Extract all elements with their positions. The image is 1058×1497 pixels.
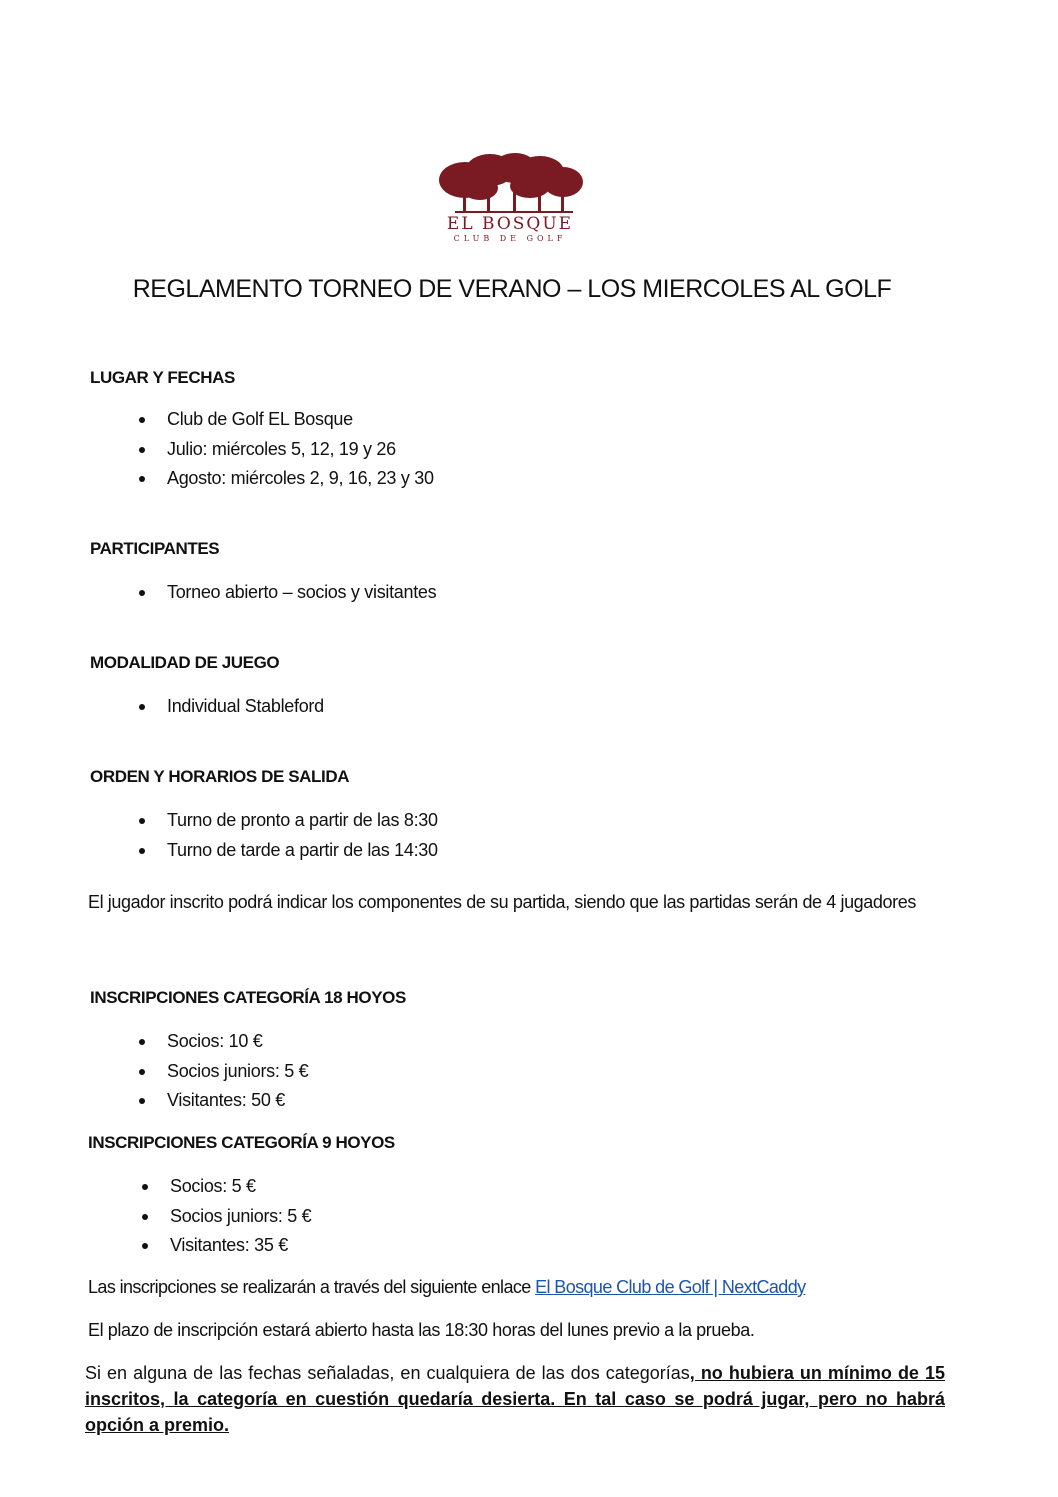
- list-modalidad: [139, 692, 324, 722]
- list-item: Socios: 10 €: [139, 1027, 308, 1057]
- logo-subtitle: CLUB DE GOLF: [453, 234, 567, 243]
- section-heading-participantes: PARTICIPANTES: [90, 539, 220, 558]
- list-item: Club de Golf EL Bosque: [139, 405, 434, 435]
- list-item: Individual Stableford: [139, 692, 324, 722]
- list-item: Socios juniors: 5 €: [142, 1202, 311, 1232]
- list-insc18: [139, 1027, 308, 1116]
- list-item: Torneo abierto – socios y visitantes: [139, 578, 436, 608]
- deadline-paragraph: El plazo de inscripción estará abierto hasta las 18:30 horas del lunes previo a la prueba.: [88, 1320, 755, 1340]
- final-intro: Si en alguna de las fechas señaladas, en cualquiera de las dos categorías: [85, 1363, 690, 1383]
- section-heading-lugar: LUGAR Y FECHAS: [90, 368, 235, 387]
- list-item: Socios juniors: 5 €: [139, 1057, 308, 1087]
- list-item: Turno de tarde a partir de las 14:30: [139, 836, 438, 866]
- nextcaddy-link[interactable]: El Bosque Club de Golf | NextCaddy: [535, 1277, 806, 1297]
- section-heading-orden: ORDEN Y HORARIOS DE SALIDA: [90, 767, 350, 786]
- list-participantes: [139, 578, 436, 608]
- list-item: Visitantes: 35 €: [142, 1231, 311, 1261]
- club-logo: [435, 150, 585, 246]
- document-title: REGLAMENTO TORNEO DE VERANO – LOS MIERCOLES AL GOLF: [132, 275, 892, 303]
- list-item: Visitantes: 50 €: [139, 1086, 308, 1116]
- final-notice: [85, 1360, 945, 1438]
- logo-name: EL BOSQUE: [446, 214, 574, 234]
- list-item: Agosto: miércoles 2, 9, 16, 23 y 30: [139, 464, 434, 494]
- list-item: Turno de pronto a partir de las 8:30: [139, 806, 438, 836]
- orden-note: El jugador inscrito podrá indicar los componentes de su partida, siendo que las partidas serán de 4 jugadores: [88, 892, 916, 912]
- list-item: Socios: 5 €: [142, 1172, 311, 1202]
- section-heading-insc18: INSCRIPCIONES CATEGORÍA 18 HOYOS: [90, 988, 406, 1007]
- list-orden: [139, 806, 438, 865]
- section-heading-modalidad: MODALIDAD DE JUEGO: [90, 653, 280, 672]
- list-lugar: [139, 405, 434, 494]
- registration-text: Las inscripciones se realizarán a través del siguiente enlace: [88, 1277, 536, 1297]
- section-heading-insc9: INSCRIPCIONES CATEGORÍA 9 HOYOS: [88, 1133, 395, 1152]
- list-item: Julio: miércoles 5, 12, 19 y 26: [139, 435, 434, 465]
- registration-paragraph: [88, 1274, 968, 1300]
- final-warning: , no hubiera un mínimo de 15 inscritos, la categoría en cuestión quedaría desierta. En tal caso se podrá jugar, pero no habrá opción a premio.: [85, 1363, 945, 1435]
- list-insc9: [142, 1172, 311, 1261]
